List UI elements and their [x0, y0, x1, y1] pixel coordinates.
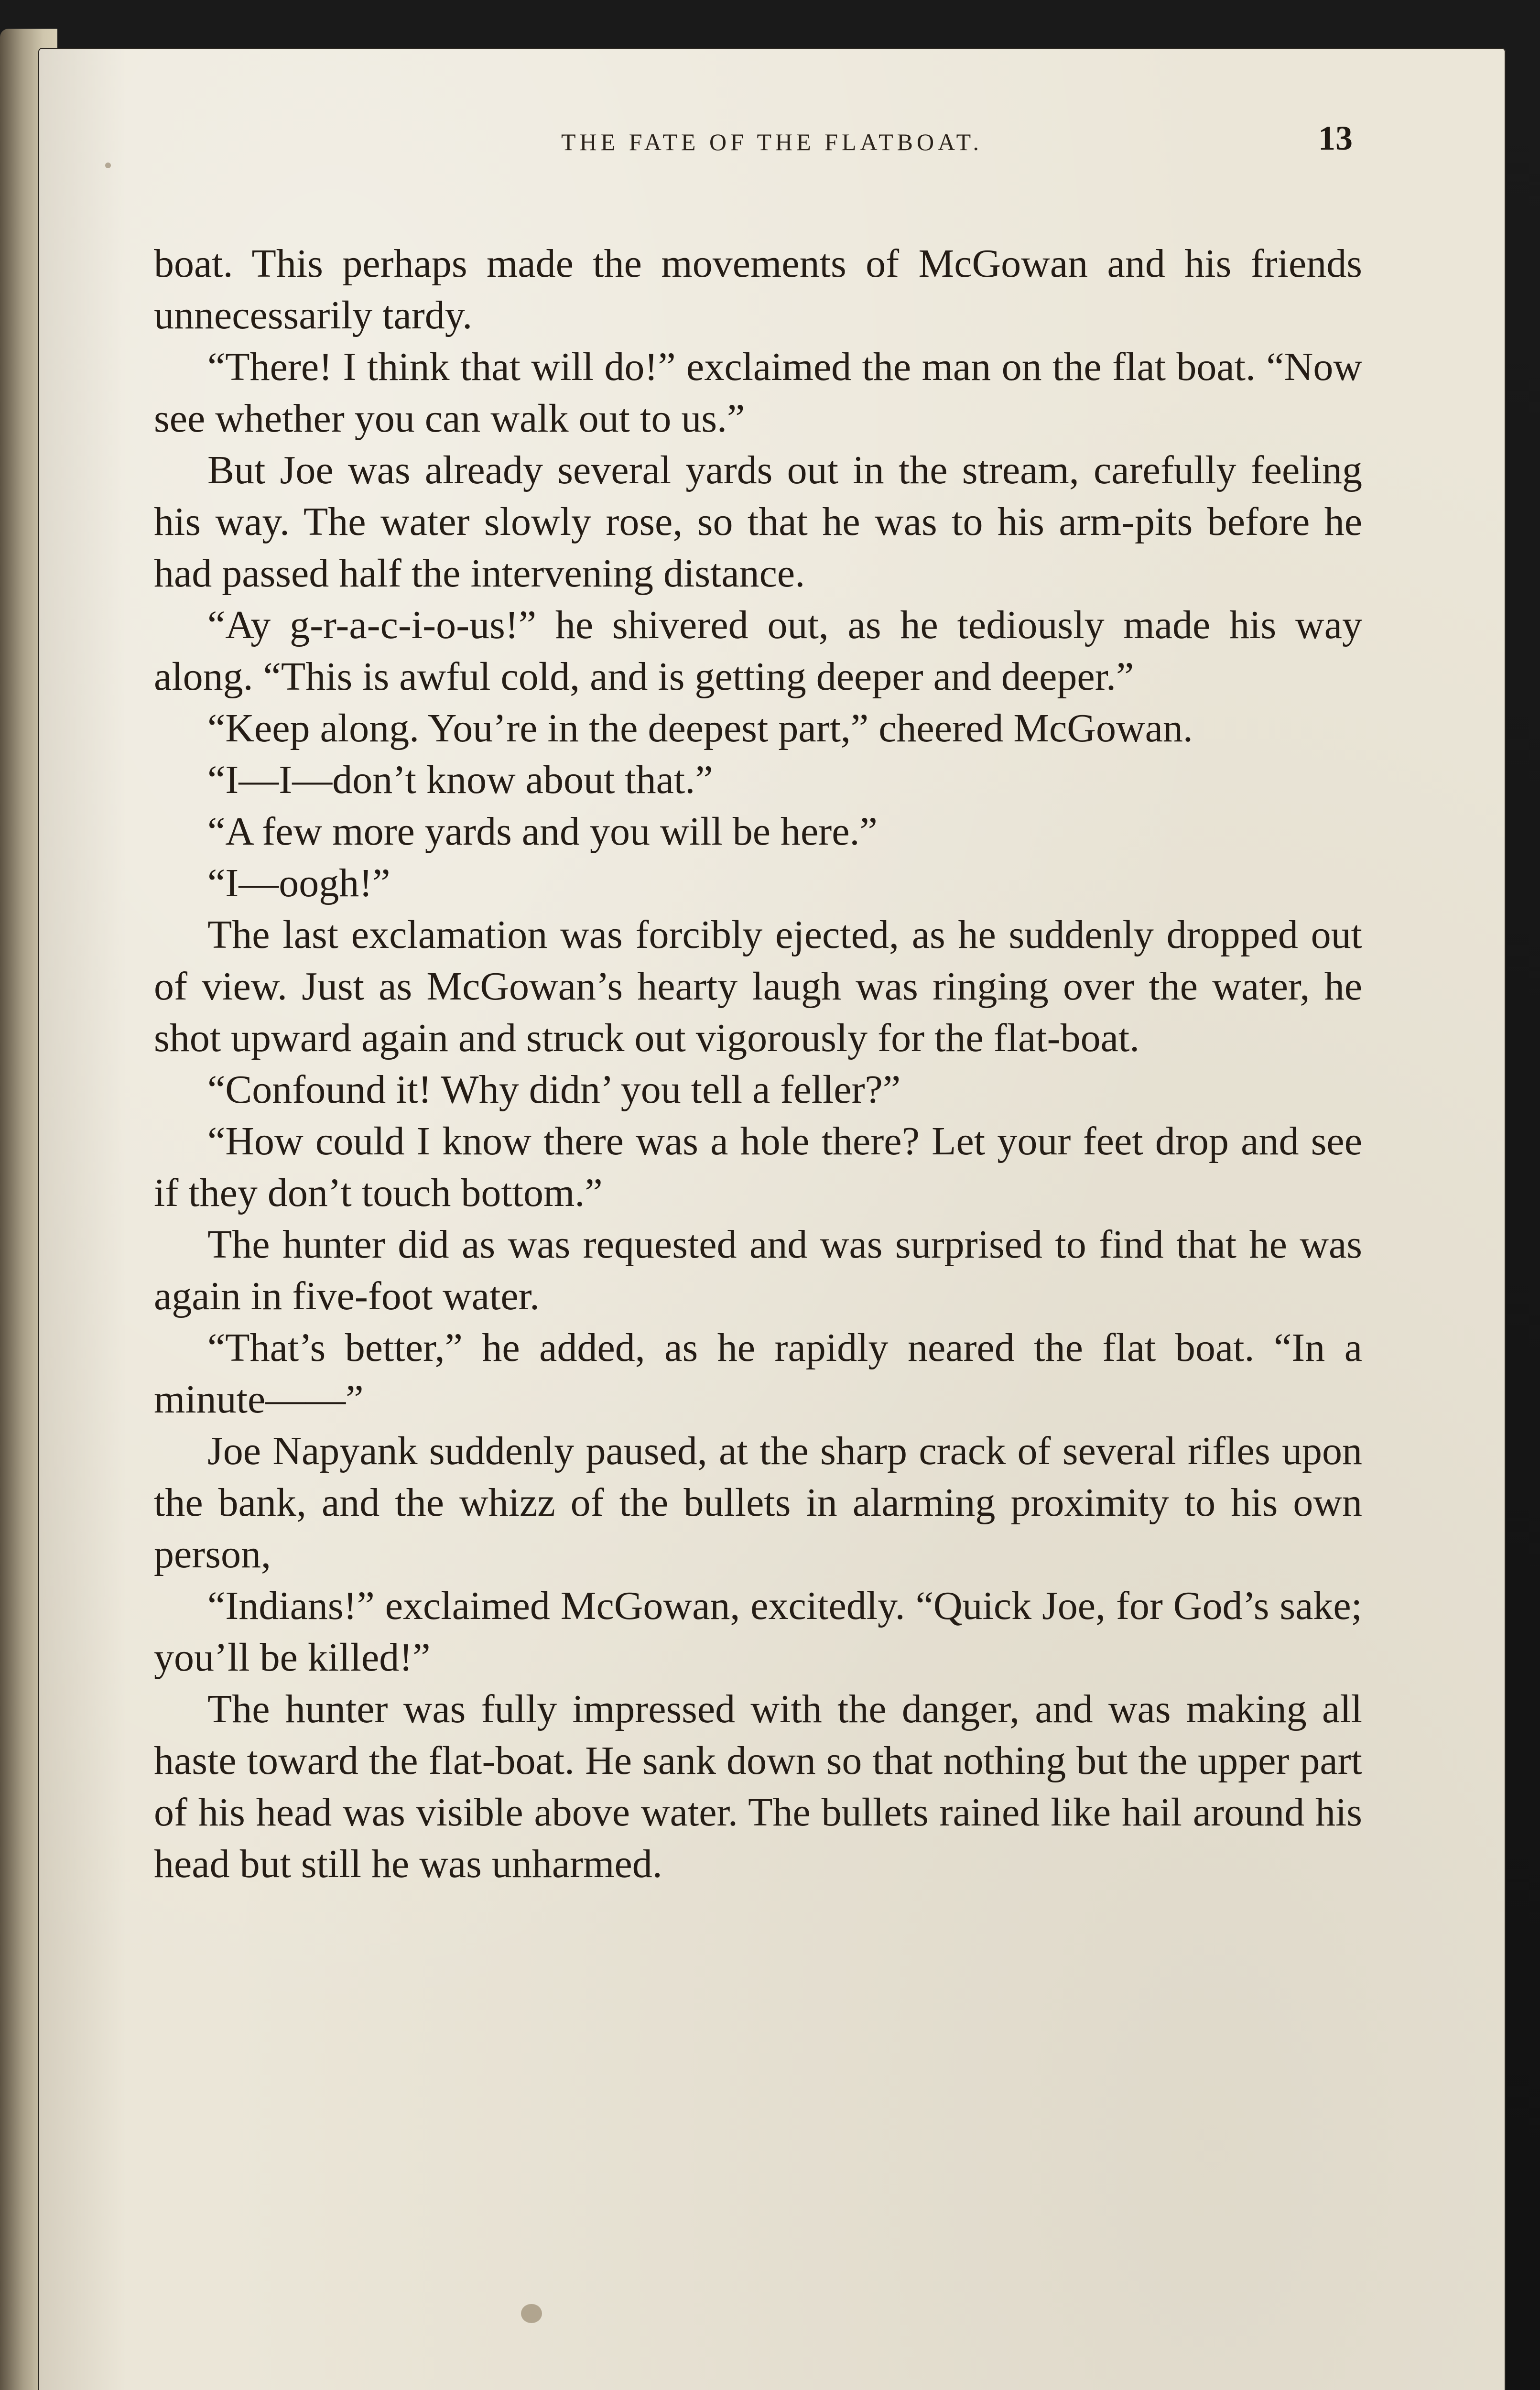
paragraph: “That’s better,” he added, as he rapidly neared the flat boat. “In a minute——”	[154, 1325, 1362, 1422]
paper-stain	[521, 2304, 542, 2323]
running-head: THE FATE OF THE FLATBOAT.	[561, 129, 983, 155]
paragraph: “I—oogh!”	[207, 861, 390, 905]
paragraph: “Keep along. You’re in the deepest part,” cheered McGowan.	[207, 706, 1193, 750]
paragraph: “How could I know there was a hole there? Let your feet drop and see if they don’t touch bottom.”	[154, 1119, 1362, 1215]
paragraph: The hunter did as was requested and was surprised to find that he was again in five-foot water.	[154, 1222, 1362, 1318]
paragraph: “I—I—don’t know about that.”	[207, 758, 713, 802]
paragraph: The hunter was fully impressed with the danger, and was making all haste toward the flat-boat. He sank down so that nothing but the upper part of his head was visible above water. The bullets rained like hail around his head but still he was unharmed.	[154, 1687, 1362, 1886]
paragraph: Joe Napyank suddenly paused, at the sharp crack of several rifles upon the bank, and the whizz of the bullets in alarming proximity to his own person,	[154, 1429, 1362, 1576]
paragraph: “Indians!” exclaimed McGowan, excitedly. “Quick Joe, for God’s sake; you’ll be killed!”	[154, 1584, 1362, 1680]
paragraph: But Joe was already several yards out in the stream, carefully feeling his way. The water slowly rose, so that he was to his arm-pits before he had passed half the intervening distance.	[154, 448, 1362, 596]
paragraph: The last exclamation was forcibly ejected, as he suddenly dropped out of view. Just as McGowan’s hearty laugh was ringing over the water, he shot upward again and struck out vigorously for the flat-boat.	[154, 913, 1362, 1060]
page-number: 13	[1318, 119, 1353, 157]
paragraph: “Confound it! Why didn’ you tell a feller?”	[207, 1067, 901, 1112]
paragraph: “Ay g-r-a-c-i-o-us!” he shivered out, as he tediously made his way along. “This is awful cold, and is getting deeper and deeper.”	[154, 603, 1362, 699]
paragraph: “There! I think that will do!” exclaimed the man on the flat boat. “Now see whether you can walk out to us.”	[154, 345, 1362, 441]
paragraph: boat. This perhaps made the movements of McGowan and his friends unnecessarily tardy.	[154, 241, 1362, 337]
paragraph: “A few more yards and you will be here.”	[207, 809, 878, 854]
paper-stain	[105, 163, 111, 168]
body-text	[154, 238, 1362, 1890]
book-page	[38, 48, 1506, 2390]
